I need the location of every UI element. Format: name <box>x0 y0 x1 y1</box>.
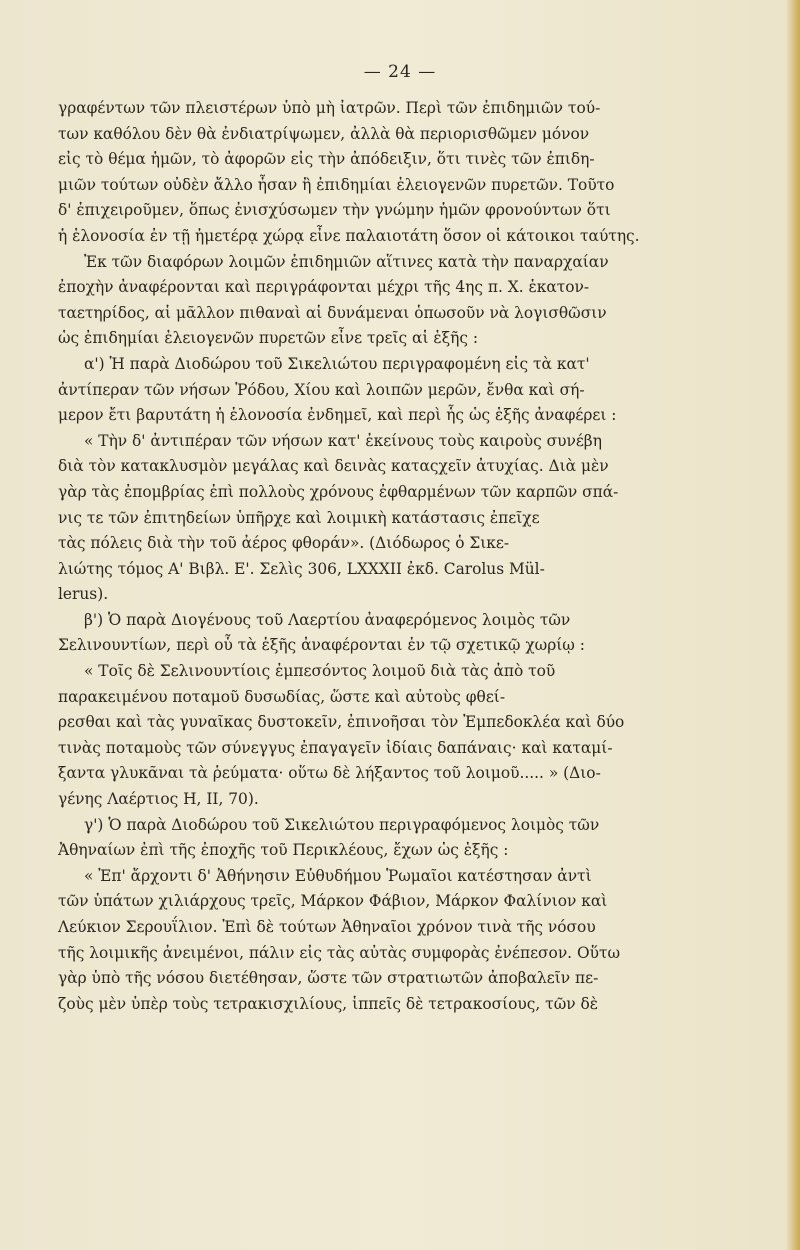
text-line: των καθόλου δὲν θὰ ἐνδιατρίψωμεν, ἀλλὰ θὰ περιορισθῶμεν μόνον <box>58 124 590 143</box>
text-line: ζοὺς μὲν ὑπὲρ τοὺς τετρακισχιλίους, ἱππεῖς δὲ τετρακοσίους, τῶν δὲ <box>58 994 599 1013</box>
text-line: ἡ ἑλονοσία ἐν τῇ ἡμετέρᾳ χώρᾳ εἶνε παλαιοτάτη ὅσον οἱ κάτοικοι ταύτης. <box>58 226 640 245</box>
text-line: ταετηρίδος, αἱ μᾶλλον πιθαναὶ αἱ δυνάμεναι ὁπωσοῦν νὰ λογισθῶσιν <box>58 303 607 322</box>
text-line: μιῶν τούτων οὐδὲν ἄλλο ἦσαν ἢ ἐπιδημίαι ἑλειογενῶν πυρετῶν. Τοῦτο <box>58 175 615 194</box>
text-line: διὰ τὸν κατακλυσμὸν μεγάλας καὶ δεινὰς καταςχεῖν ἀτυχίας. Διὰ μὲν <box>58 457 609 476</box>
text-line: εἰς τὸ θέμα ἡμῶν, τὸ ἀφορῶν εἰς τὴν ἀπόδειξιν, ὅτι τινὲς τῶν ἐπιδη- <box>58 150 595 169</box>
text-line: ξαντα γλυκᾶναι τὰ ῥεύματα· οὕτω δὲ λήξαντος τοῦ λοιμοῦ..... » (Διο- <box>58 764 601 783</box>
text-line: α') Ἡ παρὰ Διοδώρου τοῦ Σικελιώτου περιγραφομένη εἰς τὰ κατ' <box>84 354 590 373</box>
text-line: τινὰς ποταμοὺς τῶν σύνεγγυς ἐπαγαγεῖν ἰδίαις δαπάναις· καὶ καταμί- <box>58 738 613 757</box>
body-text <box>58 96 758 1017</box>
text-line: τὰς πόλεις διὰ τὴν τοῦ ἀέρος φθοράν». (Διόδωρος ὁ Σικε- <box>58 534 510 553</box>
text-line: γένης Λαέρτιος Η, ΙΙ, 70). <box>58 790 259 809</box>
text-line: ἀντίπεραν τῶν νήσων Ῥόδου, Χίου καὶ λοιπῶν μερῶν, ἔνθα καὶ σή- <box>58 380 585 399</box>
text-line: Λεύκιον Σερουΐλιον. Ἐπὶ δὲ τούτων Ἀθηναῖοι χρόνον τινὰ τῆς νόσου <box>58 918 596 936</box>
page-edge <box>786 0 800 1250</box>
text-line: Σελινουντίων, περὶ οὗ τὰ ἑξῆς ἀναφέρονται ἐν τῷ σχετικῷ χωρίῳ : <box>58 636 585 655</box>
text-line: Ἐκ τῶν διαφόρων λοιμῶν ἐπιδημιῶν αἵτινες κατὰ τὴν παναρχαίαν <box>84 252 609 271</box>
text-line: παρακειμένου ποταμοῦ δυσωδίας, ὥστε καὶ αὐτοὺς φθεί- <box>58 687 506 706</box>
page-number: — 24 — <box>363 62 437 82</box>
text-line: « Ἐπ' ἄρχοντι δ' Ἀθήνησιν Εὐθυδήμου Ῥωμαῖοι κατέστησαν ἀντὶ <box>84 866 592 885</box>
text-line: ἐποχὴν ἀναφέρονται καὶ περιγράφονται μέχρι τῆς 4ης π. Χ. ἑκατον- <box>58 278 590 297</box>
text-line: γὰρ τὰς ἐπομβρίας ἐπὶ πολλοὺς χρόνους ἐφθαρμένων τῶν καρπῶν σπά- <box>58 482 619 501</box>
text-line: ὡς ἐπιδημίαι ἑλειογενῶν πυρετῶν εἶνε τρεῖς αἱ ἑξῆς : <box>58 329 479 348</box>
text-line: ρεσθαι καὶ τὰς γυναῖκας δυστοκεῖν, ἐπινοῆσαι τὸν Ἐμπεδοκλέα καὶ δύο <box>58 713 625 732</box>
text-line: τῶν ὑπάτων χιλιάρχους τρεῖς, Μάρκον Φάβιον, Μάρκον Φαλίνιον καὶ <box>58 892 608 911</box>
text-line: γραφέντων τῶν πλειστέρων ὑπὸ μὴ ἰατρῶν. Περὶ τῶν ἐπιδημιῶν τού- <box>58 99 601 117</box>
text-line: « Τὴν δ' ἀντιπέραν τῶν νήσων κατ' ἐκείνους τοὺς καιροὺς συνέβη <box>84 431 602 450</box>
text-line: γὰρ ὑπὸ τῆς νόσου διετέθησαν, ὥστε τῶν στρατιωτῶν ἀποβαλεῖν πε- <box>58 969 599 988</box>
text-line: « Τοῖς δὲ Σελινουντίοις ἐμπεσόντος λοιμοῦ διὰ τὰς ἀπὸ τοῦ <box>84 662 556 681</box>
text-line: Ἀθηναίων ἐπὶ τῆς ἐποχῆς τοῦ Περικλέους, ἔχων ὡς ἑξῆς : <box>58 841 509 860</box>
text-line: νις τε τῶν ἐπιτηδείων ὑπῆρχε καὶ λοιμικὴ κατάστασις ἐπεῖχε <box>58 508 540 527</box>
text-line: lerus). <box>58 585 109 604</box>
text-line: β') Ὁ παρὰ Διογένους τοῦ Λαερτίου ἀναφερόμενος λοιμὸς τῶν <box>84 610 571 629</box>
text-line: γ') Ὁ παρὰ Διοδώρου τοῦ Σικελιώτου περιγραφόμενος λοιμὸς τῶν <box>84 815 600 834</box>
text-line: τῆς λοιμικῆς ἀνειμένοι, πάλιν εἰς τὰς αὐτὰς συμφορὰς ἐνέπεσον. Οὕτω <box>58 943 621 962</box>
text-line: δ' ἐπιχειροῦμεν, ὅπως ἐνισχύσωμεν τὴν γνώμην ἡμῶν φρονούντων ὅτι <box>58 201 611 220</box>
text-line: μερον ἔτι βαρυτάτη ἡ ἑλονοσία ἐνδημεῖ, καὶ περὶ ἧς ὡς ἑξῆς ἀναφέρει : <box>58 406 617 425</box>
text-line: λιώτης τόμος Α' Βιβλ. Ε'. Σελὶς 306, LXXXII ἐκδ. Carolus Mül- <box>58 559 545 578</box>
